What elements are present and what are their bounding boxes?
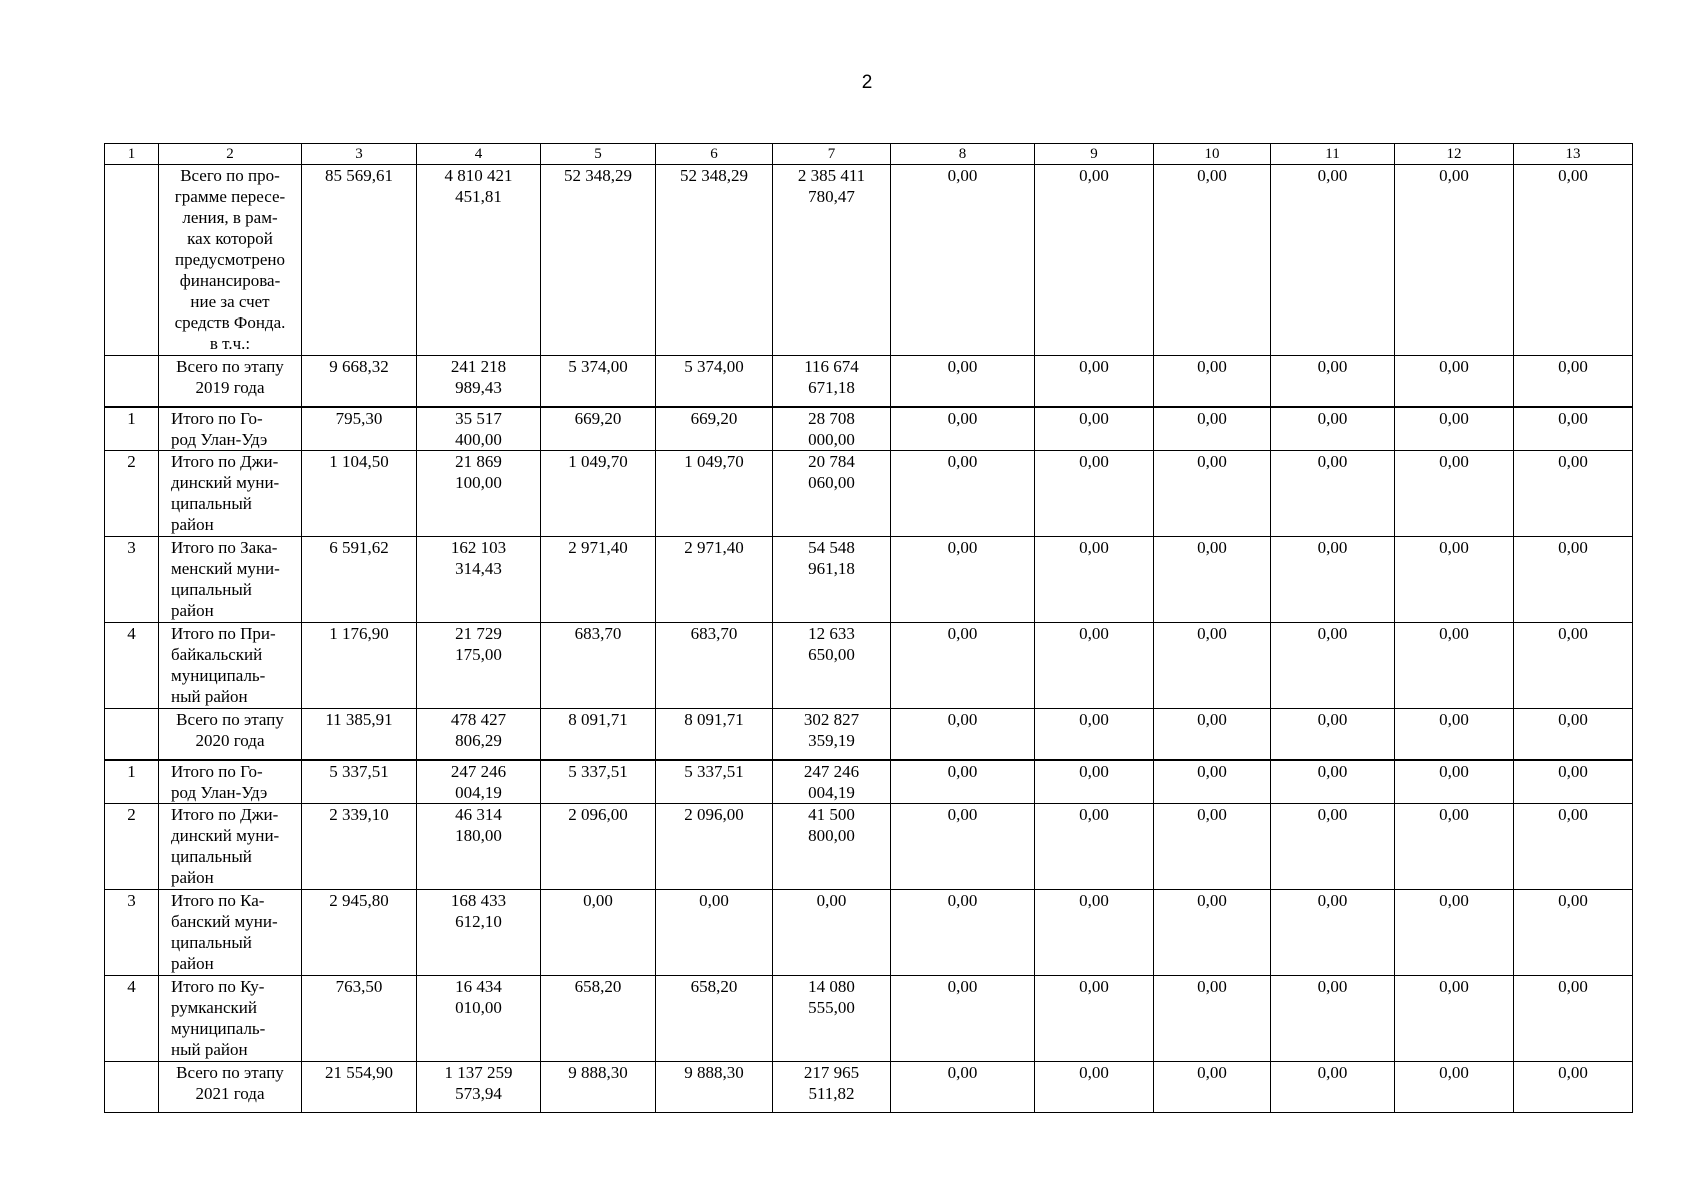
table-row bbox=[105, 760, 1633, 804]
header-cell: 10 bbox=[1154, 144, 1271, 165]
value-cell: 0,00 bbox=[1271, 760, 1395, 804]
value-cell: 0,00 bbox=[891, 1062, 1035, 1113]
value-cell: 0,00 bbox=[1271, 1062, 1395, 1113]
value-cell: 0,00 bbox=[1271, 890, 1395, 976]
value-cell: 0,00 bbox=[1514, 890, 1633, 976]
value-cell: 11 385,91 bbox=[302, 709, 417, 761]
value-cell: 2 096,00 bbox=[656, 804, 773, 890]
value-cell: 2 096,00 bbox=[541, 804, 656, 890]
value-cell: 116 674 671,18 bbox=[773, 356, 891, 408]
value-cell: 0,00 bbox=[1514, 356, 1633, 408]
value-cell: 0,00 bbox=[1514, 623, 1633, 709]
value-cell: 0,00 bbox=[1514, 1062, 1633, 1113]
value-cell: 763,50 bbox=[302, 976, 417, 1062]
value-cell: 28 708 000,00 bbox=[773, 407, 891, 451]
value-cell: 0,00 bbox=[1035, 407, 1154, 451]
value-cell: 0,00 bbox=[891, 976, 1035, 1062]
value-cell: 0,00 bbox=[1271, 976, 1395, 1062]
value-cell: 21 729 175,00 bbox=[417, 623, 541, 709]
value-cell: 21 554,90 bbox=[302, 1062, 417, 1113]
value-cell: 0,00 bbox=[1395, 451, 1514, 537]
value-cell: 0,00 bbox=[1154, 1062, 1271, 1113]
header-cell: 13 bbox=[1514, 144, 1633, 165]
value-cell: 35 517 400,00 bbox=[417, 407, 541, 451]
value-cell: 0,00 bbox=[1154, 407, 1271, 451]
value-cell: 0,00 bbox=[1035, 1062, 1154, 1113]
value-cell: 0,00 bbox=[773, 890, 891, 976]
value-cell: 1 137 259 573,94 bbox=[417, 1062, 541, 1113]
value-cell: 8 091,71 bbox=[656, 709, 773, 761]
value-cell: 0,00 bbox=[1035, 165, 1154, 356]
value-cell: 0,00 bbox=[1154, 890, 1271, 976]
header-cell: 5 bbox=[541, 144, 656, 165]
row-number-cell bbox=[105, 356, 159, 408]
value-cell: 16 434 010,00 bbox=[417, 976, 541, 1062]
value-cell: 0,00 bbox=[1035, 356, 1154, 408]
header-cell: 2 bbox=[159, 144, 302, 165]
value-cell: 0,00 bbox=[1035, 890, 1154, 976]
value-cell: 0,00 bbox=[891, 890, 1035, 976]
value-cell: 0,00 bbox=[1271, 804, 1395, 890]
header-row bbox=[105, 144, 1633, 165]
value-cell: 0,00 bbox=[1271, 537, 1395, 623]
value-cell: 52 348,29 bbox=[656, 165, 773, 356]
row-number-cell bbox=[105, 165, 159, 356]
value-cell: 2 339,10 bbox=[302, 804, 417, 890]
row-number-cell: 2 bbox=[105, 451, 159, 537]
table-row bbox=[105, 537, 1633, 623]
value-cell: 2 385 411 780,47 bbox=[773, 165, 891, 356]
row-name-cell: Итого по Зака- менский муни- ципальный район bbox=[159, 537, 302, 623]
row-number-cell bbox=[105, 1062, 159, 1113]
value-cell: 0,00 bbox=[1154, 760, 1271, 804]
table-row bbox=[105, 976, 1633, 1062]
value-cell: 0,00 bbox=[1514, 804, 1633, 890]
value-cell: 0,00 bbox=[1035, 623, 1154, 709]
value-cell: 0,00 bbox=[891, 451, 1035, 537]
table-row bbox=[105, 890, 1633, 976]
value-cell: 0,00 bbox=[1035, 804, 1154, 890]
header-cell: 4 bbox=[417, 144, 541, 165]
row-number-cell: 4 bbox=[105, 976, 159, 1062]
value-cell: 0,00 bbox=[1514, 451, 1633, 537]
value-cell: 247 246 004,19 bbox=[417, 760, 541, 804]
value-cell: 217 965 511,82 bbox=[773, 1062, 891, 1113]
table-row bbox=[105, 165, 1633, 356]
value-cell: 52 348,29 bbox=[541, 165, 656, 356]
value-cell: 168 433 612,10 bbox=[417, 890, 541, 976]
value-cell: 20 784 060,00 bbox=[773, 451, 891, 537]
value-cell: 46 314 180,00 bbox=[417, 804, 541, 890]
value-cell: 0,00 bbox=[1395, 407, 1514, 451]
value-cell: 0,00 bbox=[1514, 537, 1633, 623]
row-name-cell: Всего по этапу 2019 года bbox=[159, 356, 302, 408]
row-number-cell bbox=[105, 709, 159, 761]
value-cell: 5 337,51 bbox=[656, 760, 773, 804]
value-cell: 0,00 bbox=[1154, 165, 1271, 356]
value-cell: 669,20 bbox=[656, 407, 773, 451]
value-cell: 0,00 bbox=[1395, 356, 1514, 408]
header-cell: 3 bbox=[302, 144, 417, 165]
row-number-cell: 1 bbox=[105, 407, 159, 451]
value-cell: 9 668,32 bbox=[302, 356, 417, 408]
value-cell: 478 427 806,29 bbox=[417, 709, 541, 761]
value-cell: 8 091,71 bbox=[541, 709, 656, 761]
row-name-cell: Итого по Го- род Улан-Удэ bbox=[159, 407, 302, 451]
header-cell: 8 bbox=[891, 144, 1035, 165]
value-cell: 5 374,00 bbox=[656, 356, 773, 408]
value-cell: 9 888,30 bbox=[541, 1062, 656, 1113]
value-cell: 0,00 bbox=[1154, 451, 1271, 537]
table-row bbox=[105, 356, 1633, 408]
value-cell: 0,00 bbox=[1271, 356, 1395, 408]
header-cell: 6 bbox=[656, 144, 773, 165]
value-cell: 1 049,70 bbox=[656, 451, 773, 537]
value-cell: 0,00 bbox=[1395, 760, 1514, 804]
header-cell: 9 bbox=[1035, 144, 1154, 165]
row-name-cell: Всего по про- грамме пересе- ления, в рам- ках которой предусмотрено финансирова- ние за счет средств Фонда. в т.ч.: bbox=[159, 165, 302, 356]
value-cell: 241 218 989,43 bbox=[417, 356, 541, 408]
value-cell: 162 103 314,43 bbox=[417, 537, 541, 623]
value-cell: 683,70 bbox=[541, 623, 656, 709]
value-cell: 0,00 bbox=[1395, 709, 1514, 761]
value-cell: 9 888,30 bbox=[656, 1062, 773, 1113]
value-cell: 0,00 bbox=[1514, 407, 1633, 451]
value-cell: 5 337,51 bbox=[302, 760, 417, 804]
value-cell: 0,00 bbox=[891, 623, 1035, 709]
value-cell: 0,00 bbox=[1395, 1062, 1514, 1113]
row-name-cell: Итого по Го- род Улан-Удэ bbox=[159, 760, 302, 804]
value-cell: 0,00 bbox=[891, 165, 1035, 356]
value-cell: 0,00 bbox=[1514, 760, 1633, 804]
value-cell: 5 374,00 bbox=[541, 356, 656, 408]
value-cell: 0,00 bbox=[1271, 709, 1395, 761]
row-number-cell: 3 bbox=[105, 537, 159, 623]
header-cell: 11 bbox=[1271, 144, 1395, 165]
value-cell: 0,00 bbox=[1271, 623, 1395, 709]
row-number-cell: 3 bbox=[105, 890, 159, 976]
value-cell: 0,00 bbox=[1271, 451, 1395, 537]
value-cell: 0,00 bbox=[891, 356, 1035, 408]
row-name-cell: Всего по этапу 2020 года bbox=[159, 709, 302, 761]
value-cell: 0,00 bbox=[891, 407, 1035, 451]
resettlement-table bbox=[104, 143, 1633, 1113]
value-cell: 0,00 bbox=[891, 760, 1035, 804]
value-cell: 0,00 bbox=[1395, 804, 1514, 890]
row-name-cell: Итого по Ка- банский муни- ципальный район bbox=[159, 890, 302, 976]
row-number-cell: 4 bbox=[105, 623, 159, 709]
value-cell: 85 569,61 bbox=[302, 165, 417, 356]
value-cell: 0,00 bbox=[1035, 709, 1154, 761]
value-cell: 0,00 bbox=[1035, 976, 1154, 1062]
value-cell: 0,00 bbox=[1395, 890, 1514, 976]
value-cell: 0,00 bbox=[1154, 709, 1271, 761]
row-name-cell: Всего по этапу 2021 года bbox=[159, 1062, 302, 1113]
value-cell: 4 810 421 451,81 bbox=[417, 165, 541, 356]
value-cell: 658,20 bbox=[541, 976, 656, 1062]
value-cell: 0,00 bbox=[1035, 760, 1154, 804]
value-cell: 0,00 bbox=[1514, 709, 1633, 761]
header-cell: 7 bbox=[773, 144, 891, 165]
value-cell: 14 080 555,00 bbox=[773, 976, 891, 1062]
value-cell: 1 104,50 bbox=[302, 451, 417, 537]
value-cell: 0,00 bbox=[891, 537, 1035, 623]
value-cell: 0,00 bbox=[891, 804, 1035, 890]
table-row bbox=[105, 451, 1633, 537]
value-cell: 0,00 bbox=[1395, 976, 1514, 1062]
value-cell: 54 548 961,18 bbox=[773, 537, 891, 623]
header-cell: 1 bbox=[105, 144, 159, 165]
value-cell: 12 633 650,00 bbox=[773, 623, 891, 709]
value-cell: 247 246 004,19 bbox=[773, 760, 891, 804]
value-cell: 0,00 bbox=[1395, 165, 1514, 356]
value-cell: 21 869 100,00 bbox=[417, 451, 541, 537]
table-row bbox=[105, 709, 1633, 761]
row-name-cell: Итого по Джи- динский муни- ципальный район bbox=[159, 451, 302, 537]
value-cell: 0,00 bbox=[1154, 804, 1271, 890]
value-cell: 5 337,51 bbox=[541, 760, 656, 804]
row-name-cell: Итого по Джи- динский муни- ципальный район bbox=[159, 804, 302, 890]
page-number: 2 bbox=[861, 72, 873, 93]
table-row bbox=[105, 1062, 1633, 1113]
value-cell: 1 049,70 bbox=[541, 451, 656, 537]
value-cell: 0,00 bbox=[1154, 976, 1271, 1062]
value-cell: 302 827 359,19 bbox=[773, 709, 891, 761]
table-row bbox=[105, 804, 1633, 890]
value-cell: 2 945,80 bbox=[302, 890, 417, 976]
value-cell: 0,00 bbox=[1271, 407, 1395, 451]
value-cell: 2 971,40 bbox=[541, 537, 656, 623]
value-cell: 6 591,62 bbox=[302, 537, 417, 623]
value-cell: 0,00 bbox=[1395, 537, 1514, 623]
header-cell: 12 bbox=[1395, 144, 1514, 165]
value-cell: 0,00 bbox=[656, 890, 773, 976]
value-cell: 0,00 bbox=[1035, 451, 1154, 537]
value-cell: 0,00 bbox=[1514, 165, 1633, 356]
value-cell: 1 176,90 bbox=[302, 623, 417, 709]
value-cell: 669,20 bbox=[541, 407, 656, 451]
value-cell: 0,00 bbox=[1395, 623, 1514, 709]
row-number-cell: 1 bbox=[105, 760, 159, 804]
value-cell: 2 971,40 bbox=[656, 537, 773, 623]
table-row bbox=[105, 623, 1633, 709]
value-cell: 0,00 bbox=[1154, 356, 1271, 408]
value-cell: 0,00 bbox=[1154, 537, 1271, 623]
value-cell: 683,70 bbox=[656, 623, 773, 709]
value-cell: 658,20 bbox=[656, 976, 773, 1062]
value-cell: 795,30 bbox=[302, 407, 417, 451]
row-number-cell: 2 bbox=[105, 804, 159, 890]
value-cell: 41 500 800,00 bbox=[773, 804, 891, 890]
value-cell: 0,00 bbox=[1271, 165, 1395, 356]
value-cell: 0,00 bbox=[1154, 623, 1271, 709]
row-name-cell: Итого по Ку- румканский муниципаль- ный район bbox=[159, 976, 302, 1062]
value-cell: 0,00 bbox=[891, 709, 1035, 761]
value-cell: 0,00 bbox=[1514, 976, 1633, 1062]
value-cell: 0,00 bbox=[541, 890, 656, 976]
value-cell: 0,00 bbox=[1035, 537, 1154, 623]
row-name-cell: Итого по При- байкальский муниципаль- ный район bbox=[159, 623, 302, 709]
table-row bbox=[105, 407, 1633, 451]
